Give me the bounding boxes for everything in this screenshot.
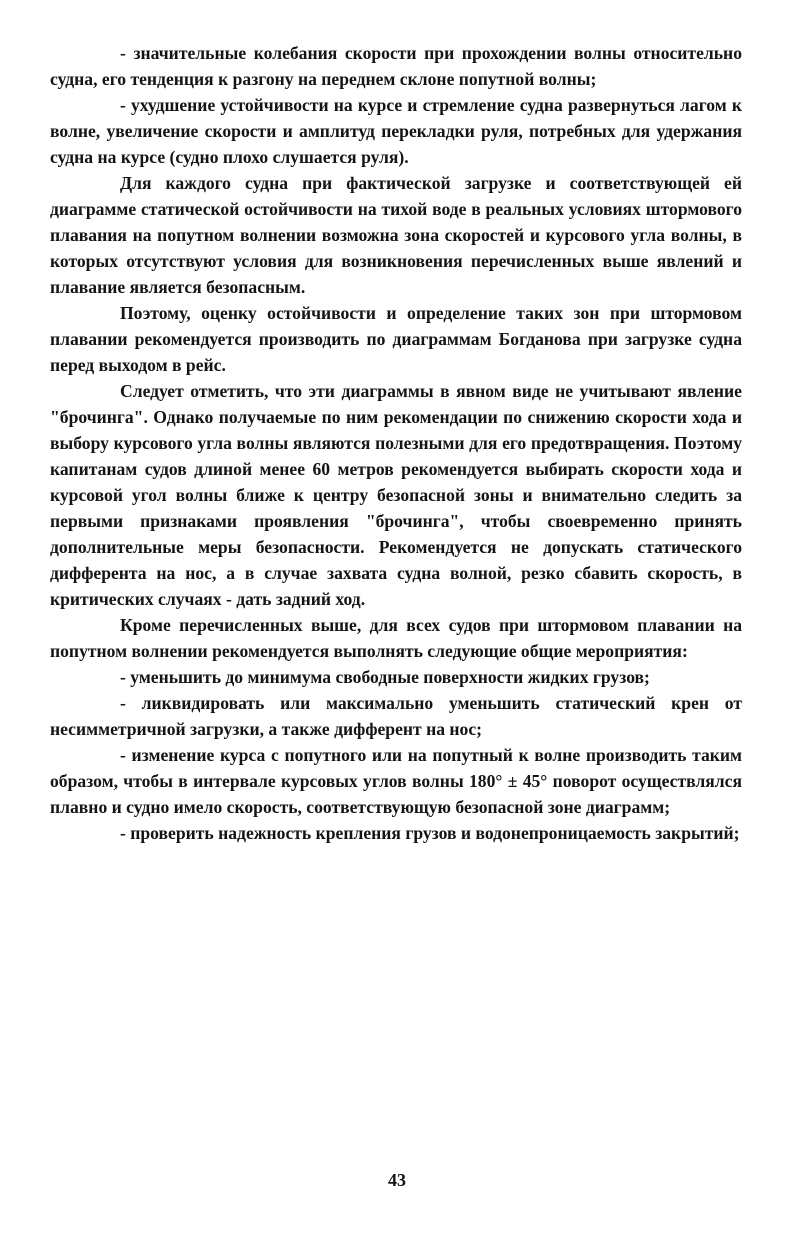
paragraph-1: - значительные колебания скорости при прохождении волны относительно судна, его тенденция к разгону на переднем склоне попутной волны;: [50, 43, 742, 89]
paragraph-4: Поэтому, оценку остойчивости и определение таких зон при штормовом плавании рекомендуется производить по диаграммам Богданова при загрузке судна перед выходом в рейс.: [50, 303, 742, 375]
paragraph-6: Кроме перечисленных выше, для всех судов при штормовом плавании на попутном волнении рекомендуется выполнять следующие общие мероприятия:: [50, 615, 742, 661]
paragraph-2: - ухудшение устойчивости на курсе и стремление судна развернуться лагом к волне, увеличение скорости и амплитуд перекладки руля, потребных для удержания судна на курсе (судно плохо слушается руля).: [50, 95, 742, 167]
page-body: [50, 40, 742, 846]
paragraph-3: Для каждого судна при фактической загрузке и соответствующей ей диаграмме статической остойчивости на тихой воде в реальных условиях штормового плавания на попутном волнении возможна зона скоростей и курсового угла волны, в которых отсутствуют условия для возникновения перечисленных выше явлений и плавание является безопасным.: [50, 173, 742, 297]
paragraph-9: - изменение курса с попутного или на попутный к волне производить таким образом, чтобы в интервале курсовых углов волны 180° ± 45° поворот осуществлялся плавно и судно имело скорость, соответствующую безопасной зоне диаграмм;: [50, 745, 742, 817]
paragraph-5: Следует отметить, что эти диаграммы в явном виде не учитывают явление "брочинга". Однако получаемые по ним рекомендации по снижению скорости хода и выбору курсового угла волны являются полезными для его предотвращения. Поэтому капитанам судов длиной менее 60 метров рекомендуется выбирать скорости хода и курсовой угол волны ближе к центру безопасной зоны и внимательно следить за первыми признаками проявления "брочинга", чтобы своевременно принять дополнительные меры безопасности. Рекомендуется не допускать статического дифферента на нос, а в случае захвата судна волной, резко сбавить скорость, в критических случаях - дать задний ход.: [50, 381, 742, 609]
paragraph-10: - проверить надежность крепления грузов и водонепроницаемость закрытий;: [120, 823, 740, 843]
paragraph-7: - уменьшить до минимума свободные поверхности жидких грузов;: [120, 667, 650, 687]
paragraph-8: - ликвидировать или максимально уменьшить статический крен от несимметричной загрузки, а также дифферент на нос;: [50, 693, 742, 739]
page-number: 43: [388, 1170, 406, 1190]
